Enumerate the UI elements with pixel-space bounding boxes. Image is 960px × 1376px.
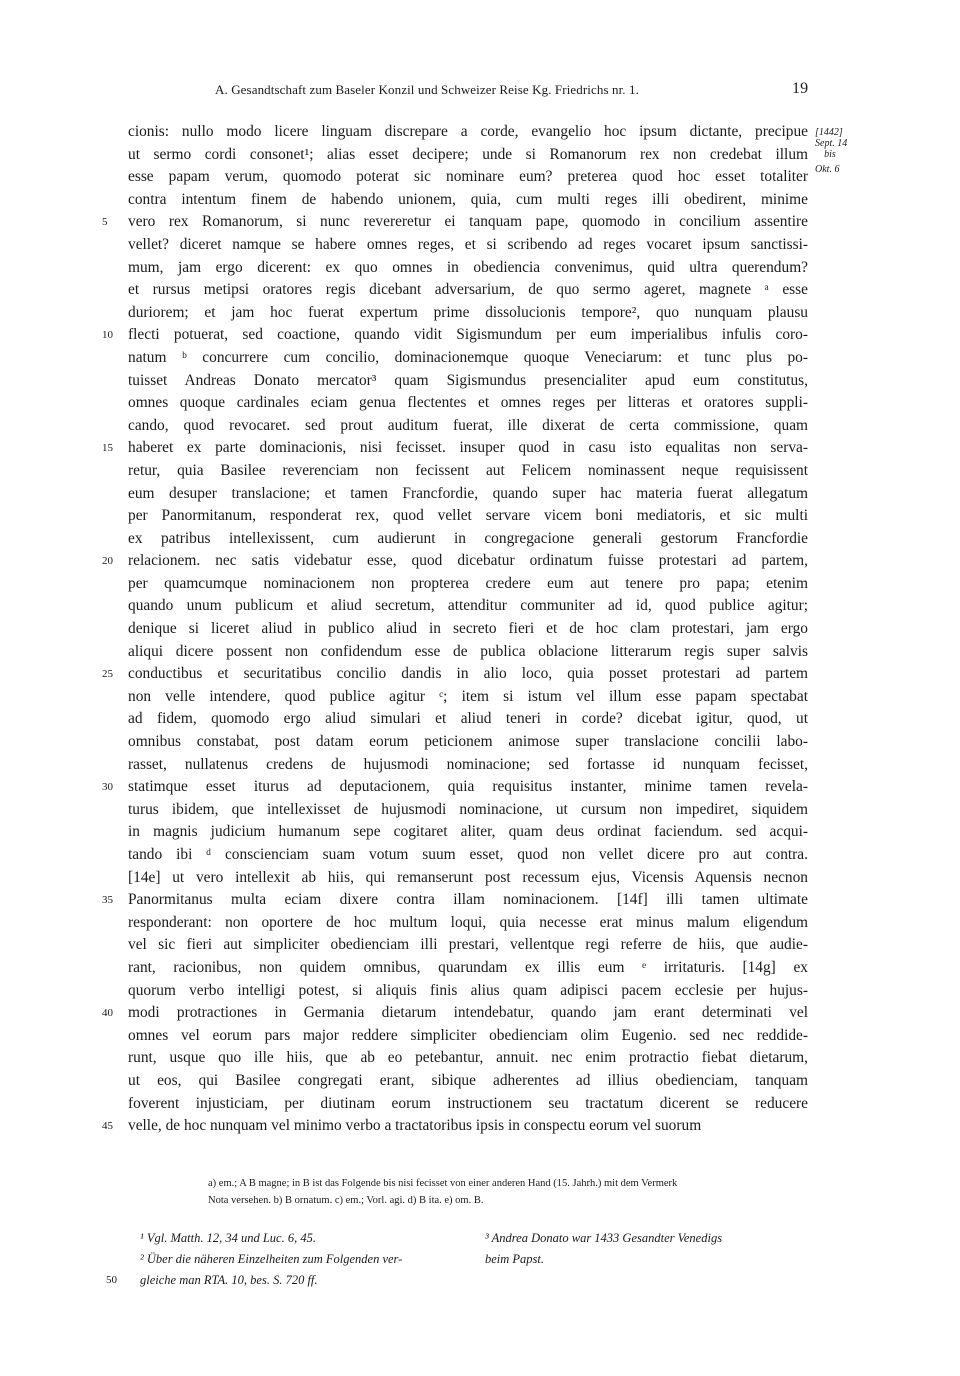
line-text: omnes vel eorum pars major reddere simpliciter obedienciam olim Eugenio. sed nec reddide- xyxy=(128,1026,808,1044)
line-text: duriorem; et jam hoc fuerat expertum prime dissolucionis tempore², quo nunquam plausu xyxy=(128,303,808,321)
text-line xyxy=(128,144,808,167)
line-text: tando ibi ᵈ conscienciam suam votum suum esset, quod non vellet dicere pro aut contra. xyxy=(128,846,808,863)
line-text: denique si liceret aliud in publico aliud in secreto fieri et de hoc clam protestari, jam ergo xyxy=(128,620,808,638)
line-text: mum, jam ergo dicerent: ex quo omnes in obedienciа convenimus, quid ultra querendum? xyxy=(128,258,808,276)
footnote-line xyxy=(140,1249,470,1270)
line-text: responderant: non oportere de hoc multum loqui, quia necesse erat minus malum eligendum xyxy=(128,913,808,931)
footnote-line: beim Papst. xyxy=(485,1252,545,1266)
line-text: ut eos, qui Basilee congregati erant, sibique adherentes ad illius obedienciam, tanquam xyxy=(128,1071,808,1089)
line-text: statimque esset iturus ad deputacionem, quia requisitus instanter, minime tamen revela- xyxy=(128,778,808,796)
line-text: omnes quoque cardinales eciam genua flectentes et omnes reges per litteras et oratores suppli- xyxy=(128,394,808,412)
line-text: natum ᵇ concurrere cum concilio, dominacionemque quoque Veneciarum: et tunc plus po- xyxy=(128,348,808,366)
line-text: eum desuper translacione; et tamen Francfordie, quando super hac materia fuerat allegatum xyxy=(128,484,808,502)
line-text: omnibus constabat, post datam eorum peticionem animose super translacione concilii labo- xyxy=(128,733,808,751)
line-number: 30 xyxy=(102,781,113,794)
text-line xyxy=(128,1047,808,1070)
line-text: retur, quia Basilee reverenciam non fecissent aut Felicem nominassent neque requisissent xyxy=(128,461,808,479)
line-text: velle, de hoc nunquam vel minimo verbo a tractatoribus ipsis in conspectu eorum vel suorum xyxy=(128,1117,702,1135)
line-text: ad fidem, quomodo ergo aliud simulari et aliud teneri in corde? dicebat igitur, quod, ut xyxy=(128,710,808,728)
line-number: 45 xyxy=(102,1120,113,1133)
variant-apparatus xyxy=(208,1175,808,1209)
text-line xyxy=(128,415,808,438)
line-text: ex patribus intellexissent, cum audierunt in congregacione generali gestorum Francfordie xyxy=(128,529,808,547)
footnote-line xyxy=(140,1228,470,1249)
text-line xyxy=(128,844,808,867)
footnote-text: ² Über die näheren Einzelheiten zum Folgenden ver- xyxy=(140,1252,403,1266)
line-text: ut sermo cordi consonet¹; alias esset decipere; unde si Romanorum rex non credebat illum xyxy=(128,145,808,163)
line-text: contra intentum finem de habendo unionem, quia, cum multi reges illi obedirent, minime xyxy=(128,190,808,208)
line-number: 5 xyxy=(102,216,108,229)
text-line xyxy=(128,257,808,280)
text-line xyxy=(128,980,808,1003)
footnote-line: ³ Andrea Donato war 1433 Gesandter Venedigs xyxy=(485,1231,723,1245)
text-line xyxy=(128,821,808,844)
line-text: vellet? diceret namque se habere omnes reges, et si scribendo ad reges vocaret ipsum sanctissi- xyxy=(128,235,808,253)
text-line xyxy=(128,754,808,777)
text-line xyxy=(128,708,808,731)
text-line xyxy=(128,483,808,506)
line-text: rant, racionibus, non quidem omnibus, quarundam ex illis eum ᵉ irritaturis. [14g] ex xyxy=(128,958,808,976)
text-line xyxy=(128,799,808,822)
line-text: per quamcumque nominacionem non propterea credere eum aut tenere pro papa; etenim xyxy=(128,574,808,592)
line-text: conductibus et securitatibus concilio dandis in alio loco, quia posset protestari ad partem xyxy=(128,665,808,683)
footnote-line xyxy=(106,1270,470,1291)
text-line xyxy=(128,460,808,483)
line-text: vel sic fieri aut simpliciter obedienciam illi prestari, vellentque regi referre de hiis, que audie- xyxy=(128,936,808,954)
text-line xyxy=(102,889,808,912)
line-text: non velle intendere, quod publice agitur ᶜ; item si istum vel illum esse papam spectabat xyxy=(128,687,808,705)
line-text: et rursus metipsi oratores regis dicebant adversarium, de quo sermo ageret, magnete ᵃ esse xyxy=(128,281,808,299)
line-number: 50 xyxy=(106,1274,117,1286)
line-number: 10 xyxy=(102,329,113,342)
line-text: tuisset Andreas Donato mercator³ quam Sigismundus presencialiter apud eum constitutus, xyxy=(128,371,808,389)
text-line xyxy=(128,370,808,393)
variant-line: Nota versehen. b) B ornatum. c) em.; Vorl. agi. d) B ita. e) om. B. xyxy=(208,1195,484,1206)
footnotes-left-column xyxy=(106,1228,470,1291)
line-text: vero rex Romanorum, si nunc revereretur ei tanquam pape, quomodo in concilium assentire xyxy=(128,213,808,231)
text-line xyxy=(128,302,808,325)
margin-date-note xyxy=(815,124,875,178)
text-line xyxy=(128,1093,808,1116)
text-line xyxy=(128,505,808,528)
line-text: esse papam verum, quomodo poterat sic nominare eum? preterea quod hoc esset totaliter xyxy=(128,168,808,186)
line-number: 15 xyxy=(102,442,113,455)
text-line xyxy=(102,211,808,234)
text-line xyxy=(128,347,808,370)
text-line xyxy=(128,912,808,935)
text-line xyxy=(102,550,808,573)
text-line xyxy=(128,686,808,709)
page-number: 19 xyxy=(792,80,809,97)
text-line xyxy=(128,234,808,257)
line-text: Panormitanus multa eciam dixere contra illam nominacionem. [14f] illi tamen ultimate xyxy=(128,891,808,909)
line-number: 35 xyxy=(102,894,113,907)
margin-note-line: bis xyxy=(824,149,836,160)
text-line xyxy=(128,618,808,641)
text-line xyxy=(128,867,808,890)
line-text: aliqui dicere possent non confidendum esse de publica oblacione litterarum regis super salvis xyxy=(128,642,808,660)
text-line xyxy=(128,957,808,980)
text-line xyxy=(102,324,808,347)
margin-note-line: [1442] xyxy=(815,127,843,138)
line-text: cionis: nullo modo licere linguam discrepare a corde, evangelio hoc ipsum dictante, precipue xyxy=(128,123,808,140)
line-text: cando, quod revocaret. sed prout auditum fuerat, ille dixerat de certa commissione, quam xyxy=(128,416,808,434)
line-text: flecti potuerat, sed coactione, quando vidit Sigismundum per eum imperialibus infulis coro- xyxy=(128,326,808,344)
line-number: 25 xyxy=(102,668,113,681)
line-text: rasset, nullatenus credens de hujusmodi nominacione; sed fortasse id nunquam fecisset, xyxy=(128,755,808,773)
line-number: 40 xyxy=(102,1007,113,1020)
text-line xyxy=(128,121,808,144)
line-text: relacionem. nec satis videbatur esse, quod dicebatur ordinatum fuisse protestari ad partem, xyxy=(128,552,808,570)
line-text: foverent injusticiam, per diutinam eorum instructionem seu tractatum dicerent se reducere xyxy=(128,1094,808,1112)
text-line xyxy=(102,437,808,460)
variant-line: a) em.; A B magne; in B ist das Folgende bis nisi fecisset von einer anderen Hand (15. Jahrh.) mit dem Vermerk xyxy=(208,1178,678,1189)
line-text: haberet ex parte dominacionis, nisi fecisset. insuper quod in casu isto equalitas non serva- xyxy=(128,439,808,457)
text-line xyxy=(128,595,808,618)
text-line xyxy=(128,1070,808,1093)
text-line xyxy=(128,641,808,664)
text-line xyxy=(128,731,808,754)
running-title: A. Gesandtschaft zum Baseler Konzil und Schweizer Reise Kg. Friedrichs nr. 1. xyxy=(215,82,639,97)
line-text: quorum verbo intelligi potest, si aliquis finis alius quam adipisci pacem ecclesie per hujus- xyxy=(128,981,808,999)
margin-note-line: Okt. 6 xyxy=(815,164,840,175)
text-line xyxy=(128,1025,808,1048)
text-line xyxy=(128,166,808,189)
text-line xyxy=(128,573,808,596)
text-line xyxy=(128,189,808,212)
line-text: turus ibidem, que intellexisset de hujusmodi nominacione, ut cursum non impediret, siquidem xyxy=(128,800,808,818)
line-text: modi protractiones in Germania dietarum intendebatur, quando jam erant determinati vel xyxy=(128,1004,808,1022)
line-text: quando unum publicum et aliud secretum, attenditur communiter ad id, quod publice agitur; xyxy=(128,597,808,615)
line-number: 20 xyxy=(102,555,113,568)
text-line xyxy=(128,934,808,957)
footnotes-right-column xyxy=(485,1228,815,1270)
text-line xyxy=(102,663,808,686)
text-line xyxy=(102,1002,808,1025)
footnote-text: ¹ Vgl. Matth. 12, 34 und Luc. 6, 45. xyxy=(140,1231,316,1245)
main-text xyxy=(102,121,808,1138)
line-text: runt, usque quo ille hiis, que ab eo petebantur, annuit. nec enim protractio fiebat dietarum, xyxy=(128,1049,808,1067)
footnote-text: gleiche man RTA. 10, bes. S. 720 ff. xyxy=(140,1273,318,1287)
text-line xyxy=(102,776,808,799)
line-text: [14e] ut vero intellexit ab hiis, qui remanserunt post recessum ejus, Vicensis Aquensis necnon xyxy=(128,868,808,886)
text-line xyxy=(128,528,808,551)
line-text: per Panormitanum, responderat rex, quod vellet servare vicem boni mediatoris, et sic multi xyxy=(128,507,808,525)
text-line xyxy=(102,1115,808,1138)
line-text: in magnis judicium humanum sepe cogitaret aliter, quam deus ordinat faciendum. sed acqui- xyxy=(128,823,808,841)
text-line xyxy=(128,392,808,415)
text-line xyxy=(128,279,808,302)
margin-note-line: Sept. 14 xyxy=(815,138,848,149)
